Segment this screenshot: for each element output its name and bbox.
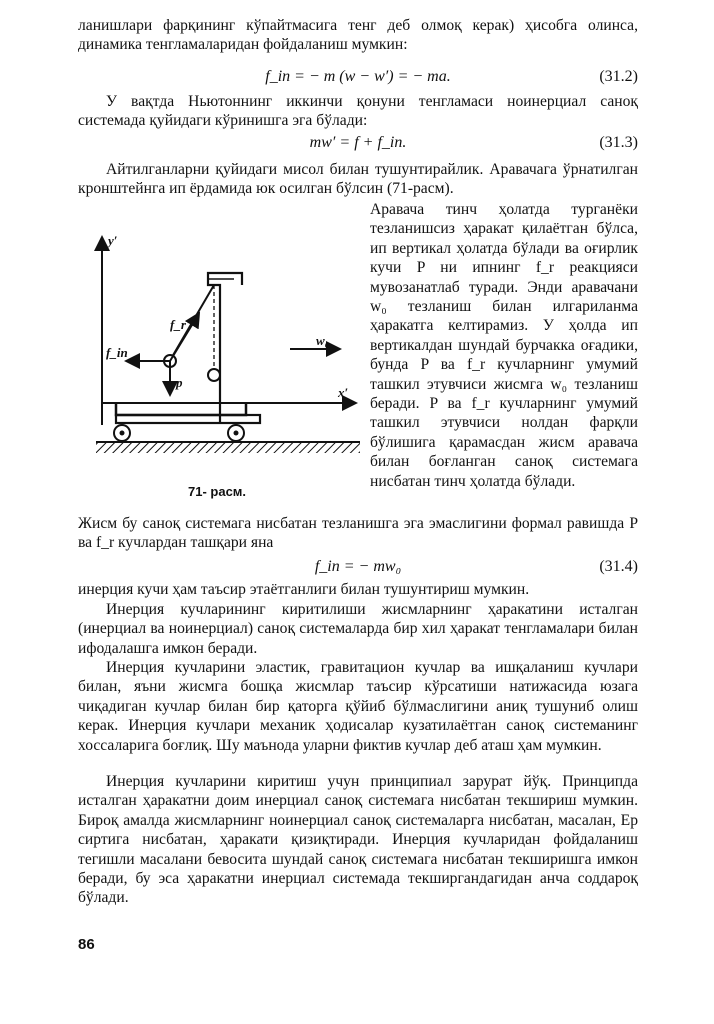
y-axis-label: y′ [108,233,118,248]
equation-formula: mw′ = f + f_in. [309,134,407,151]
cart-pendulum-diagram [94,225,362,515]
page-number: 86 [78,936,95,953]
p-label: p [176,375,183,390]
equation-number: (31.4) [599,558,638,575]
equation-formula: f_in = − mw₀ [314,558,402,575]
fin-label: f_in [106,345,128,360]
ground-hatch [96,443,360,453]
equation-31-4 [78,556,638,578]
rest-position-bob [208,369,220,381]
equation-number: (31.2) [599,68,638,85]
figure-71 [94,225,362,515]
cart-body [116,403,246,415]
equation-31-2 [78,66,638,88]
paragraph-2: У вақтда Ньютоннинг иккинчи қонуни тенгламаси ноинерциал саноқ системада қуйидаги кўринишга эга бўлади: [78,93,638,130]
paragraph-5: Жисм бу саноқ системага нисбатан тезланишга эга эмаслигини формал равишда P ва f_r кучлардан ташқари яна [78,515,638,552]
w0-label: w₀ [316,333,330,348]
paragraph-9: Инерция кучларини киритиш учун принципиал зарурат йўқ. Принципда исталган ҳаракатни доим инерциал саноқ системага нисбатан текшириш мумкин. Бироқ амалда жисмларнинг ноинерциал саноқ системаларга нисбатан, масалан, Ер сиртига нисбатан, ҳаракати қизиқтиради. Инерция кучларидан фойдаланиш тегишли масалани бевосита шундай саноқ системага нисбатан текширишга имкон беради, бу эса ҳаракатни инерциал системада текширгандагидан анча соддароқ бўлади. [78,773,638,907]
paragraph-3: Айтилганларни қуйидаги мисол билан тушунтирайлик. Аравачага ўрнатилган кронштейнга ип ёрдамида юк осилган бўлсин (71-расм). [78,161,638,198]
x-axis-label: x′ [338,385,349,400]
paragraph-7: Инерция кучларининг киритилиши жисмларнинг ҳаракатини исталган (инерциал ва ноинерциал) саноқ системаларда бир хил ҳаракат тенгламалари билан ифодалашга имкон беради. [78,601,638,657]
paragraph-1: ланишлари фарқининг кўпайтмасига тенг деб олмоқ керак) ҳисобга олинса, динамика тенгламаларидан фойдаланиш мумкин: [78,17,638,54]
equation-31-3 [78,132,638,154]
equation-formula: f_in = − m (w − w′) = − ma. [265,68,451,85]
bracket [208,273,242,423]
paragraph-4-wrapped: Аравача тинч ҳолатда турганёки тезланишсиз ҳаракат қилаётган бўлса, ип вертикал ҳолатда бўлади ва оғирлик кучи P ни ипнинг f_r реакцияси мувозанатлаб туради. Энди аравачани w₀ тезланиш билан илгариланма ҳаракатга келтирамиз. У ҳолда ип вертикалдан шундай бурчакка оғадики, бунда P ва f_r кучларнинг умумий ташкил этувчиси жисмга w₀ тезланиш беради. P ва f_r кучларнинг умумий ташкил этувчиси нолдан фарқли бўлишига қарамасдан жисм аравача билан боғланган саноқ системага нисбатан тинч ҳолатда бўлади. [370,201,638,490]
paragraph-8: Инерция кучларини эластик, гравитацион кучлар ва ишқаланиш кучлари билан, яъни жисмга бошқа жисмлар таъсир кўрсатиши натижасида юзага чиқадиган кучлар билан бир қаторга қўйиб бўлмаслигини аниқ тушуниб олиш керак. Инерция кучлари механик ҳодисалар кузатилаётган саноқ системанинг хоссаларига боғлиқ. Шу маънода уларни фиктив кучлар деб аташ ҳам мумкин. [78,659,638,754]
equation-number: (31.3) [599,134,638,151]
figure-caption: 71- расм. [188,484,247,499]
fr-label: f_r [170,317,186,332]
paragraph-6: инерция кучи ҳам таъсир этаётганлиги билан тушунтириш мумкин. [78,581,530,598]
